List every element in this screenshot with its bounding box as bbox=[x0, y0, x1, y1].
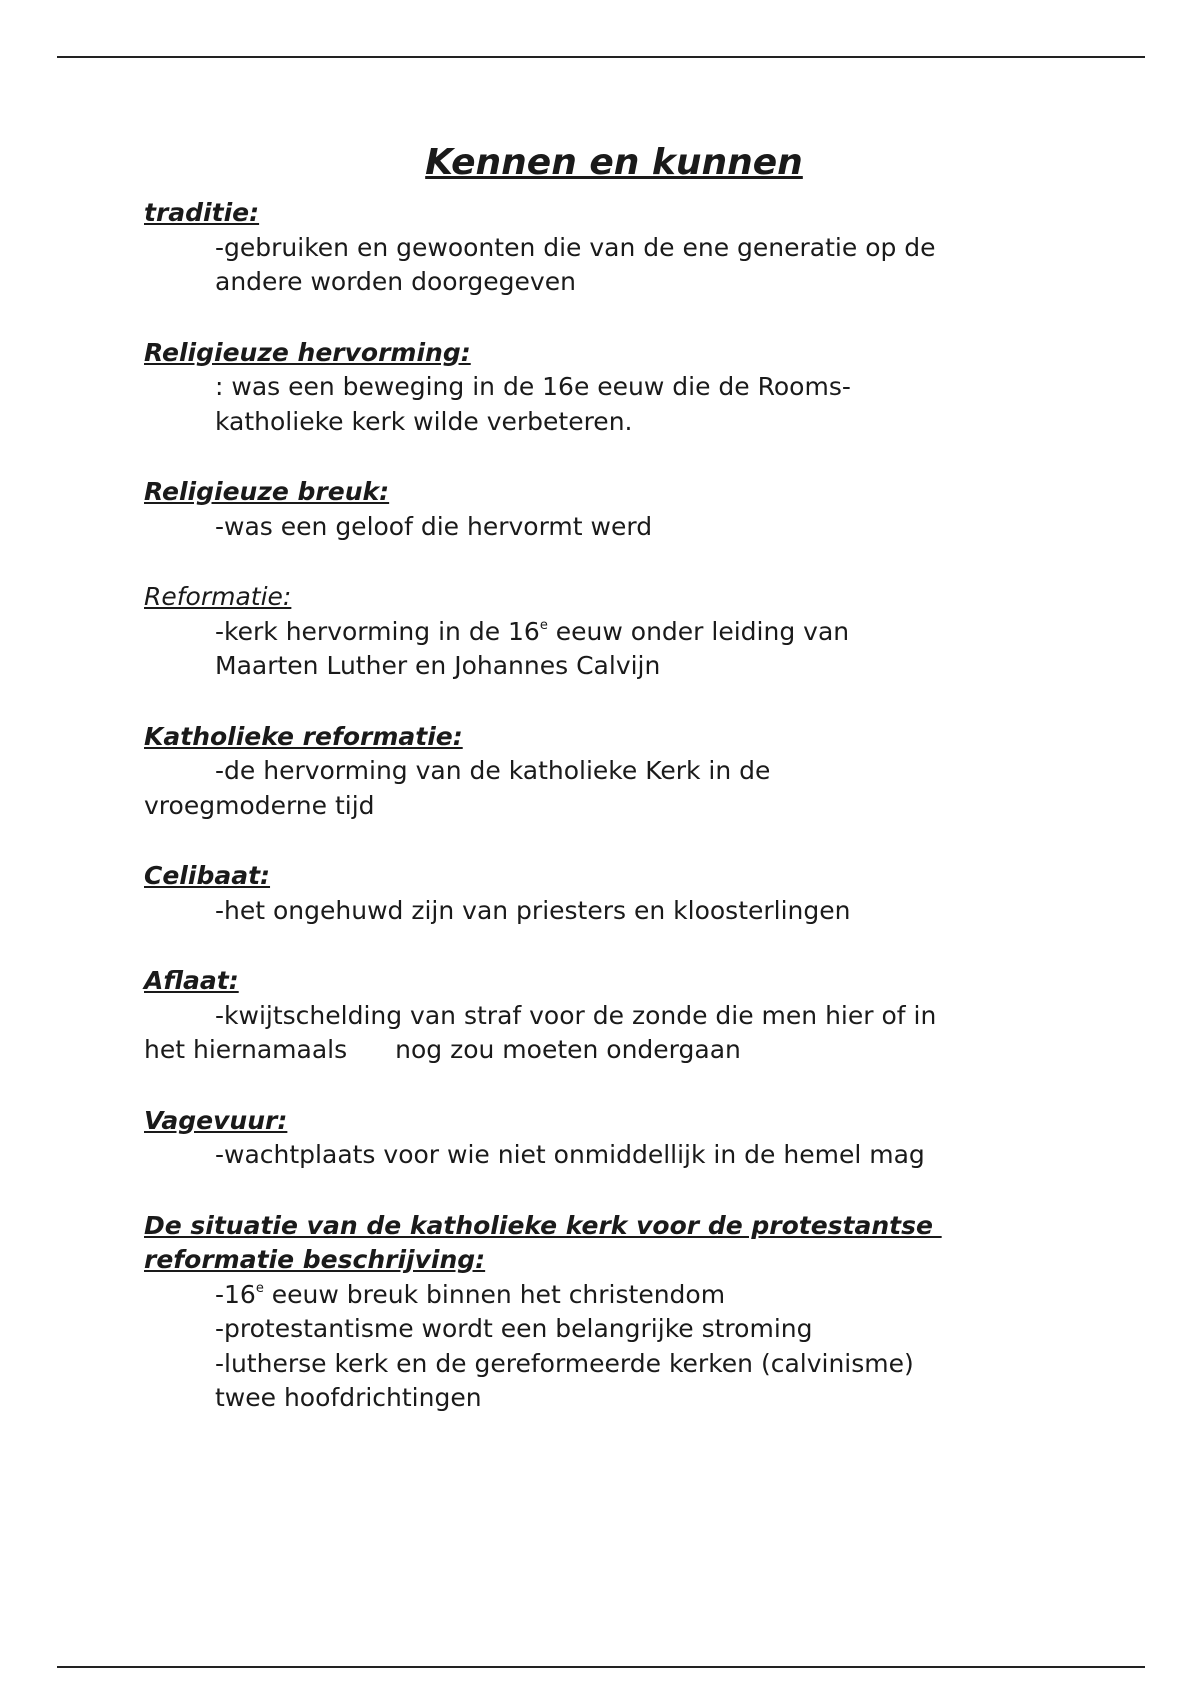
term-heading: Vagevuur: bbox=[144, 1105, 288, 1135]
definition-line: -wachtplaats voor wie niet onmiddellijk in de hemel mag bbox=[215, 1140, 925, 1169]
section-religieuze-hervorming bbox=[144, 336, 1074, 440]
text-fragment: -16 bbox=[215, 1279, 256, 1309]
term-heading: De situatie van de katholieke kerk voor de protestantse bbox=[144, 1210, 942, 1240]
text-fragment: -kerk hervorming in de 16 bbox=[215, 616, 540, 646]
definition bbox=[144, 510, 1074, 545]
term-heading: Aflaat: bbox=[144, 966, 239, 995]
definition-line: -protestantisme wordt een belangrijke stroming bbox=[215, 1314, 813, 1343]
superscript: e bbox=[255, 1280, 264, 1296]
section-traditie bbox=[144, 196, 1074, 300]
definition-line bbox=[215, 1278, 1074, 1313]
text-fragment: eeuw onder leiding van bbox=[547, 616, 850, 646]
definition-line: -gebruiken en gewoonten die van de ene generatie op de bbox=[215, 232, 936, 262]
definition bbox=[144, 1138, 1074, 1173]
document-body bbox=[144, 140, 1074, 1452]
definition-line: -het ongehuwd zijn van priesters en kloosterlingen bbox=[215, 895, 851, 925]
definition bbox=[144, 894, 1074, 929]
section-celibaat bbox=[144, 859, 1074, 928]
term-heading: Katholieke reformatie: bbox=[144, 721, 463, 751]
definition bbox=[144, 370, 1074, 439]
header-rule bbox=[57, 56, 1145, 58]
term-heading: reformatie beschrijving: bbox=[144, 1245, 486, 1274]
definition-line: andere worden doorgegeven bbox=[215, 267, 576, 296]
section-katholieke-reformatie bbox=[144, 720, 1074, 824]
term-heading: Celibaat: bbox=[144, 861, 271, 890]
term-heading: Religieuze hervorming: bbox=[144, 337, 471, 367]
text-fragment: het hiernamaals bbox=[144, 1035, 348, 1064]
section-situatie bbox=[144, 1209, 1074, 1416]
definition bbox=[144, 615, 1074, 684]
text-fragment: nog zou moeten ondergaan bbox=[395, 1035, 741, 1064]
text-fragment: eeuw breuk binnen het christendom bbox=[263, 1279, 726, 1309]
definition-line: vroegmoderne tijd bbox=[144, 790, 375, 820]
definition-line: -kwijtschelding van straf voor de zonde die men hier of in bbox=[215, 1000, 937, 1030]
section-vagevuur bbox=[144, 1104, 1074, 1173]
section-reformatie bbox=[144, 580, 1074, 684]
definition-line: katholieke kerk wilde verbeteren. bbox=[215, 406, 633, 436]
definition-line: -lutherse kerk en de gereformeerde kerken (calvinisme) bbox=[215, 1348, 914, 1378]
definition-line: -was een geloof die hervormt werd bbox=[215, 511, 653, 541]
term-heading: Religieuze breuk: bbox=[144, 477, 390, 506]
section-aflaat bbox=[144, 964, 1074, 1068]
definition bbox=[144, 1278, 1074, 1416]
definition-line: twee hoofdrichtingen bbox=[215, 1383, 482, 1412]
term-heading: Reformatie: bbox=[144, 582, 292, 611]
definition bbox=[144, 231, 1074, 300]
definition-line: -de hervorming van de katholieke Kerk in de bbox=[215, 756, 771, 785]
definition-line: Maarten Luther en Johannes Calvijn bbox=[215, 651, 661, 680]
definition-line bbox=[144, 1033, 1074, 1068]
superscript: e bbox=[539, 617, 548, 633]
term-heading: traditie: bbox=[144, 198, 260, 227]
page-title: Kennen en kunnen bbox=[425, 142, 803, 183]
section-religieuze-breuk bbox=[144, 475, 1074, 544]
definition-line: : was een beweging in de 16e eeuw die de Rooms- bbox=[215, 372, 851, 401]
footer-rule bbox=[57, 1666, 1145, 1668]
definition-line bbox=[215, 615, 1074, 650]
